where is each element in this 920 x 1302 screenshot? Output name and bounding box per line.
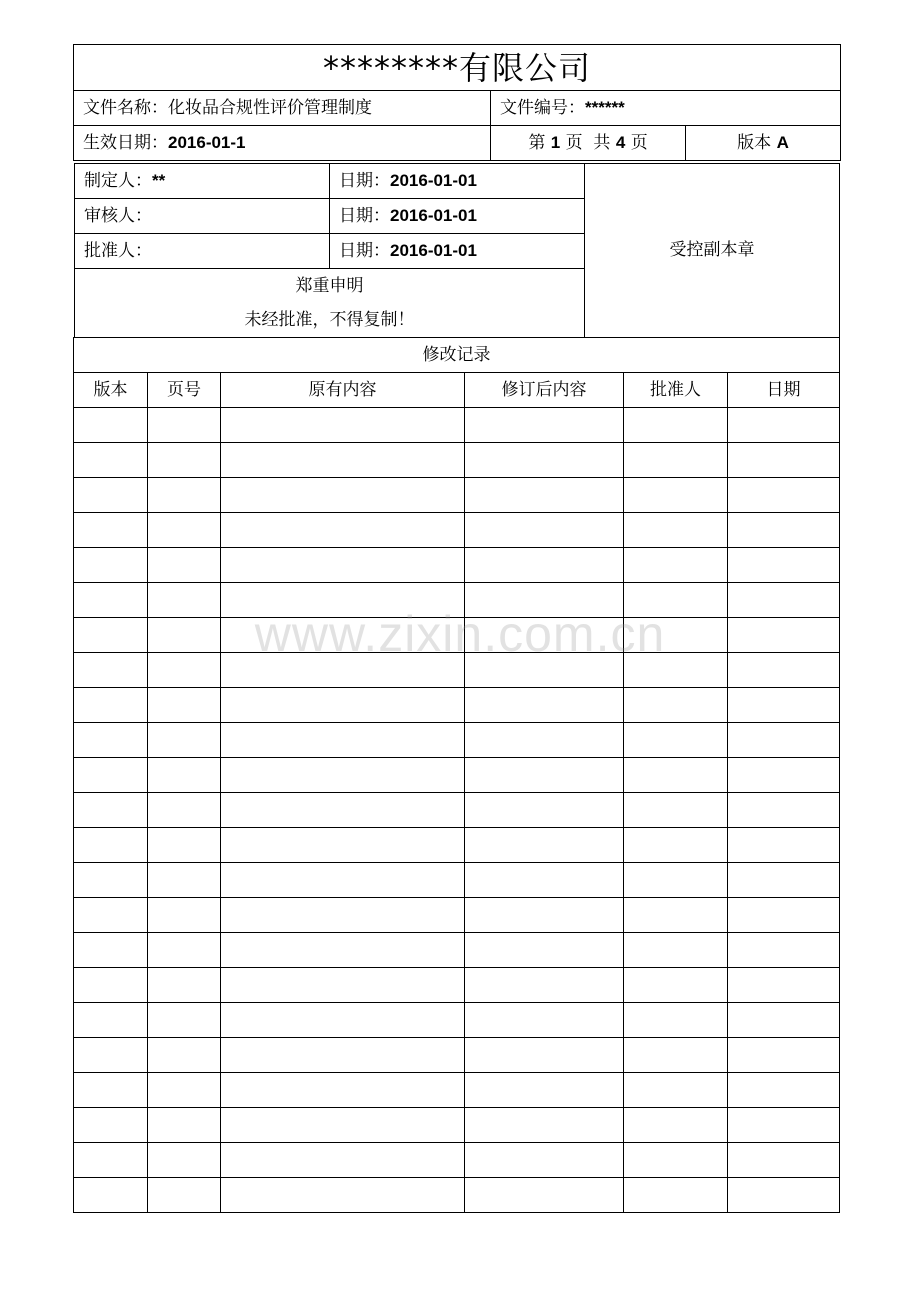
watermark: www.zixin.com.cn (254, 606, 666, 662)
revision-cell-original-content[interactable] (221, 583, 465, 618)
revision-cell-original-content[interactable] (221, 1038, 465, 1073)
revision-cell-original-content[interactable] (221, 1003, 465, 1038)
col-header-date: 日期 (728, 373, 840, 408)
version-cell (686, 126, 841, 161)
declaration-title-cell (75, 269, 585, 304)
revision-cell-date[interactable] (728, 653, 840, 688)
col-header-version: 版本 (74, 373, 148, 408)
company-title (74, 45, 841, 91)
revision-cell-approver[interactable] (624, 1073, 728, 1108)
revision-cell-approver[interactable] (624, 898, 728, 933)
revision-header-row (74, 373, 840, 408)
page-suffix: 页 (630, 133, 648, 153)
revision-cell-page-no[interactable] (148, 1143, 221, 1178)
approver-date-label: 日期： (339, 241, 390, 261)
signoff-table (74, 163, 840, 338)
revision-record-table (73, 337, 840, 1213)
page-info-cell (491, 126, 686, 161)
revision-cell-date[interactable] (728, 1143, 840, 1178)
revision-cell-date[interactable] (728, 968, 840, 1003)
revision-cell-approver[interactable] (624, 583, 728, 618)
revision-cell-page-no[interactable] (148, 793, 221, 828)
revision-cell-version[interactable] (74, 898, 148, 933)
revision-cell-revised-content[interactable] (465, 618, 624, 653)
revision-cell-revised-content[interactable] (465, 758, 624, 793)
revision-cell-version[interactable] (74, 1108, 148, 1143)
revision-record-caption (74, 338, 840, 373)
revision-cell-revised-content[interactable] (465, 443, 624, 478)
revision-row (74, 408, 840, 443)
revision-cell-original-content[interactable] (221, 968, 465, 1003)
revision-cell-version[interactable] (74, 933, 148, 968)
revision-cell-approver[interactable] (624, 758, 728, 793)
version-label: 版本 (737, 133, 772, 153)
revision-cell-version[interactable] (74, 828, 148, 863)
revision-cell-version[interactable] (74, 583, 148, 618)
revision-row (74, 933, 840, 968)
revision-cell-date[interactable] (728, 408, 840, 443)
revision-cell-approver[interactable] (624, 478, 728, 513)
revision-cell-version[interactable] (74, 548, 148, 583)
revision-cell-original-content[interactable] (221, 898, 465, 933)
revision-row (74, 583, 840, 618)
doc-name-value: 化妆品合规性评价管理制度 (168, 97, 372, 118)
revision-cell-original-content[interactable] (221, 1073, 465, 1108)
revision-cell-approver[interactable] (624, 618, 728, 653)
revision-cell-approver[interactable] (624, 513, 728, 548)
approver-date-value: 2016-01-01 (390, 241, 477, 260)
revision-cell-page-no[interactable] (148, 653, 221, 688)
revision-cell-page-no[interactable] (148, 863, 221, 898)
maker-label: 制定人： (84, 171, 152, 191)
revision-cell-version[interactable] (74, 863, 148, 898)
revision-cell-page-no[interactable] (148, 968, 221, 1003)
doc-no-label: 文件编号： (500, 98, 585, 118)
revision-cell-revised-content[interactable] (465, 513, 624, 548)
page-total: 4 (615, 133, 626, 152)
revision-cell-page-no[interactable] (148, 443, 221, 478)
maker-date-value: 2016-01-01 (390, 171, 477, 190)
revision-cell-page-no[interactable] (148, 933, 221, 968)
revision-row (74, 758, 840, 793)
revision-cell-date[interactable] (728, 758, 840, 793)
revision-cell-version[interactable] (74, 443, 148, 478)
revision-cell-revised-content[interactable] (465, 653, 624, 688)
revision-row (74, 688, 840, 723)
revision-row (74, 1038, 840, 1073)
revision-cell-date[interactable] (728, 933, 840, 968)
revision-row (74, 1143, 840, 1178)
revision-cell-page-no[interactable] (148, 513, 221, 548)
revision-cell-date[interactable] (728, 1178, 840, 1213)
revision-cell-page-no[interactable] (148, 1108, 221, 1143)
revision-cell-version[interactable] (74, 618, 148, 653)
revision-row (74, 653, 840, 688)
revision-cell-page-no[interactable] (148, 1003, 221, 1038)
revision-cell-original-content[interactable] (221, 1108, 465, 1143)
revision-cell-page-no[interactable] (148, 1038, 221, 1073)
revision-cell-revised-content[interactable] (465, 1073, 624, 1108)
revision-cell-approver[interactable] (624, 863, 728, 898)
revision-cell-approver[interactable] (624, 443, 728, 478)
revision-cell-original-content[interactable] (221, 933, 465, 968)
controlled-copy-stamp-cell (585, 164, 840, 338)
revision-cell-version[interactable] (74, 758, 148, 793)
revision-cell-date[interactable] (728, 1108, 840, 1143)
revision-cell-page-no[interactable] (148, 478, 221, 513)
revision-cell-page-no[interactable] (148, 1178, 221, 1213)
revision-cell-revised-content[interactable] (465, 478, 624, 513)
revision-row (74, 1003, 840, 1038)
revision-cell-original-content[interactable] (221, 408, 465, 443)
revision-cell-date[interactable] (728, 513, 840, 548)
revision-cell-date[interactable] (728, 793, 840, 828)
revision-cell-version[interactable] (74, 1073, 148, 1108)
revision-cell-version[interactable] (74, 478, 148, 513)
version-value: A (776, 133, 789, 152)
revision-cell-approver[interactable] (624, 968, 728, 1003)
revision-cell-page-no[interactable] (148, 828, 221, 863)
revision-cell-revised-content[interactable] (465, 1178, 624, 1213)
revision-cell-revised-content[interactable] (465, 723, 624, 758)
col-header-approver: 批准人 (624, 373, 728, 408)
effective-date-value: 2016-01-1 (168, 133, 246, 152)
revision-cell-original-content[interactable] (221, 513, 465, 548)
revision-cell-revised-content[interactable] (465, 1108, 624, 1143)
revision-cell-original-content[interactable] (221, 688, 465, 723)
col-header-original-content: 原有内容 (221, 373, 465, 408)
maker-date-cell (330, 164, 585, 199)
revision-cell-revised-content[interactable] (465, 548, 624, 583)
revision-cell-original-content[interactable] (221, 1143, 465, 1178)
approver-label: 批准人： (84, 240, 152, 261)
reviewer-cell (75, 199, 330, 234)
revision-cell-approver[interactable] (624, 548, 728, 583)
revision-cell-approver[interactable] (624, 933, 728, 968)
revision-cell-original-content[interactable] (221, 758, 465, 793)
page-mid: 页 共 (565, 133, 611, 153)
revision-cell-original-content[interactable] (221, 443, 465, 478)
revision-cell-revised-content[interactable] (465, 793, 624, 828)
revision-cell-original-content[interactable] (221, 618, 465, 653)
page-current: 1 (550, 133, 561, 152)
revision-cell-revised-content[interactable] (465, 863, 624, 898)
revision-cell-date[interactable] (728, 618, 840, 653)
revision-cell-page-no[interactable] (148, 408, 221, 443)
revision-row (74, 1073, 840, 1108)
revision-cell-page-no[interactable] (148, 758, 221, 793)
revision-cell-original-content[interactable] (221, 1178, 465, 1213)
revision-cell-date[interactable] (728, 898, 840, 933)
revision-row (74, 898, 840, 933)
revision-cell-page-no[interactable] (148, 688, 221, 723)
declaration-text-cell (75, 303, 585, 338)
revision-cell-version[interactable] (74, 1003, 148, 1038)
revision-cell-original-content[interactable] (221, 828, 465, 863)
maker-value: ** (152, 171, 166, 190)
revision-row (74, 793, 840, 828)
doc-name-cell (74, 91, 491, 126)
revision-cell-date[interactable] (728, 1038, 840, 1073)
col-header-revised-content: 修订后内容 (465, 373, 624, 408)
revision-cell-version[interactable] (74, 653, 148, 688)
revision-cell-revised-content[interactable] (465, 1003, 624, 1038)
revision-cell-page-no[interactable] (148, 723, 221, 758)
revision-cell-original-content[interactable] (221, 653, 465, 688)
revision-cell-date[interactable] (728, 443, 840, 478)
revision-cell-revised-content[interactable] (465, 933, 624, 968)
revision-cell-version[interactable] (74, 513, 148, 548)
maker-date-label: 日期： (339, 171, 390, 191)
company-name: ********有限公司 (322, 48, 591, 87)
revision-cell-date[interactable] (728, 828, 840, 863)
reviewer-date-cell (330, 199, 585, 234)
revision-cell-revised-content[interactable] (465, 1038, 624, 1073)
revision-cell-approver[interactable] (624, 1143, 728, 1178)
revision-cell-approver[interactable] (624, 1178, 728, 1213)
revision-cell-original-content[interactable] (221, 863, 465, 898)
declaration-text: 未经批准，不得复制！ (244, 309, 415, 330)
revision-cell-approver[interactable] (624, 688, 728, 723)
revision-cell-original-content[interactable] (221, 478, 465, 513)
revision-row (74, 968, 840, 1003)
revision-cell-date[interactable] (728, 548, 840, 583)
reviewer-date-label: 日期： (339, 206, 390, 226)
revision-cell-date[interactable] (728, 1073, 840, 1108)
revision-cell-date[interactable] (728, 863, 840, 898)
document-sheet (73, 44, 840, 1213)
revision-cell-page-no[interactable] (148, 618, 221, 653)
revision-row (74, 863, 840, 898)
revision-cell-revised-content[interactable] (465, 408, 624, 443)
doc-no-cell (491, 91, 841, 126)
doc-no-value: ****** (585, 98, 625, 117)
declaration-title: 郑重申明 (295, 275, 364, 296)
revision-cell-revised-content[interactable] (465, 1143, 624, 1178)
col-header-page-no: 页号 (148, 373, 221, 408)
revision-cell-date[interactable] (728, 478, 840, 513)
revision-cell-approver[interactable] (624, 1003, 728, 1038)
revision-cell-revised-content[interactable] (465, 828, 624, 863)
revision-cell-page-no[interactable] (148, 1073, 221, 1108)
revision-cell-date[interactable] (728, 688, 840, 723)
effective-date-cell (74, 126, 491, 161)
revision-row (74, 723, 840, 758)
revision-cell-page-no[interactable] (148, 583, 221, 618)
revision-cell-approver[interactable] (624, 1038, 728, 1073)
revision-cell-original-content[interactable] (221, 793, 465, 828)
revision-row (74, 478, 840, 513)
approver-date-cell (330, 234, 585, 269)
revision-cell-revised-content[interactable] (465, 968, 624, 1003)
revision-row (74, 513, 840, 548)
revision-cell-revised-content[interactable] (465, 898, 624, 933)
doc-name-label: 文件名称： (83, 97, 168, 118)
revision-cell-original-content[interactable] (221, 548, 465, 583)
revision-row (74, 828, 840, 863)
revision-row (74, 1178, 840, 1213)
revision-row (74, 1108, 840, 1143)
revision-cell-original-content[interactable] (221, 723, 465, 758)
revision-row (74, 443, 840, 478)
revision-row (74, 548, 840, 583)
revision-cell-date[interactable] (728, 583, 840, 618)
page-prefix: 第 (528, 133, 546, 153)
revision-cell-date[interactable] (728, 1003, 840, 1038)
revision-cell-version[interactable] (74, 968, 148, 1003)
revision-cell-version[interactable] (74, 1038, 148, 1073)
maker-cell (75, 164, 330, 199)
effective-date-label: 生效日期： (83, 133, 168, 153)
revision-cell-approver[interactable] (624, 723, 728, 758)
revision-cell-version[interactable] (74, 723, 148, 758)
reviewer-date-value: 2016-01-01 (390, 206, 477, 225)
revision-cell-revised-content[interactable] (465, 688, 624, 723)
approver-cell (75, 234, 330, 269)
revision-cell-version[interactable] (74, 793, 148, 828)
revision-cell-version[interactable] (74, 408, 148, 443)
revision-cell-page-no[interactable] (148, 548, 221, 583)
revision-caption-text: 修改记录 (422, 344, 491, 365)
revision-cell-approver[interactable] (624, 793, 728, 828)
controlled-copy-stamp: 受控副本章 (669, 240, 755, 260)
revision-cell-version[interactable] (74, 688, 148, 723)
reviewer-label: 审核人： (84, 205, 152, 226)
revision-cell-date[interactable] (728, 723, 840, 758)
revision-cell-revised-content[interactable] (465, 583, 624, 618)
revision-cell-version[interactable] (74, 1178, 148, 1213)
revision-cell-approver[interactable] (624, 653, 728, 688)
revision-row (74, 618, 840, 653)
document-header-table (73, 44, 841, 161)
revision-cell-approver[interactable] (624, 828, 728, 863)
revision-cell-approver[interactable] (624, 408, 728, 443)
revision-cell-approver[interactable] (624, 1108, 728, 1143)
revision-cell-page-no[interactable] (148, 898, 221, 933)
revision-cell-version[interactable] (74, 1143, 148, 1178)
